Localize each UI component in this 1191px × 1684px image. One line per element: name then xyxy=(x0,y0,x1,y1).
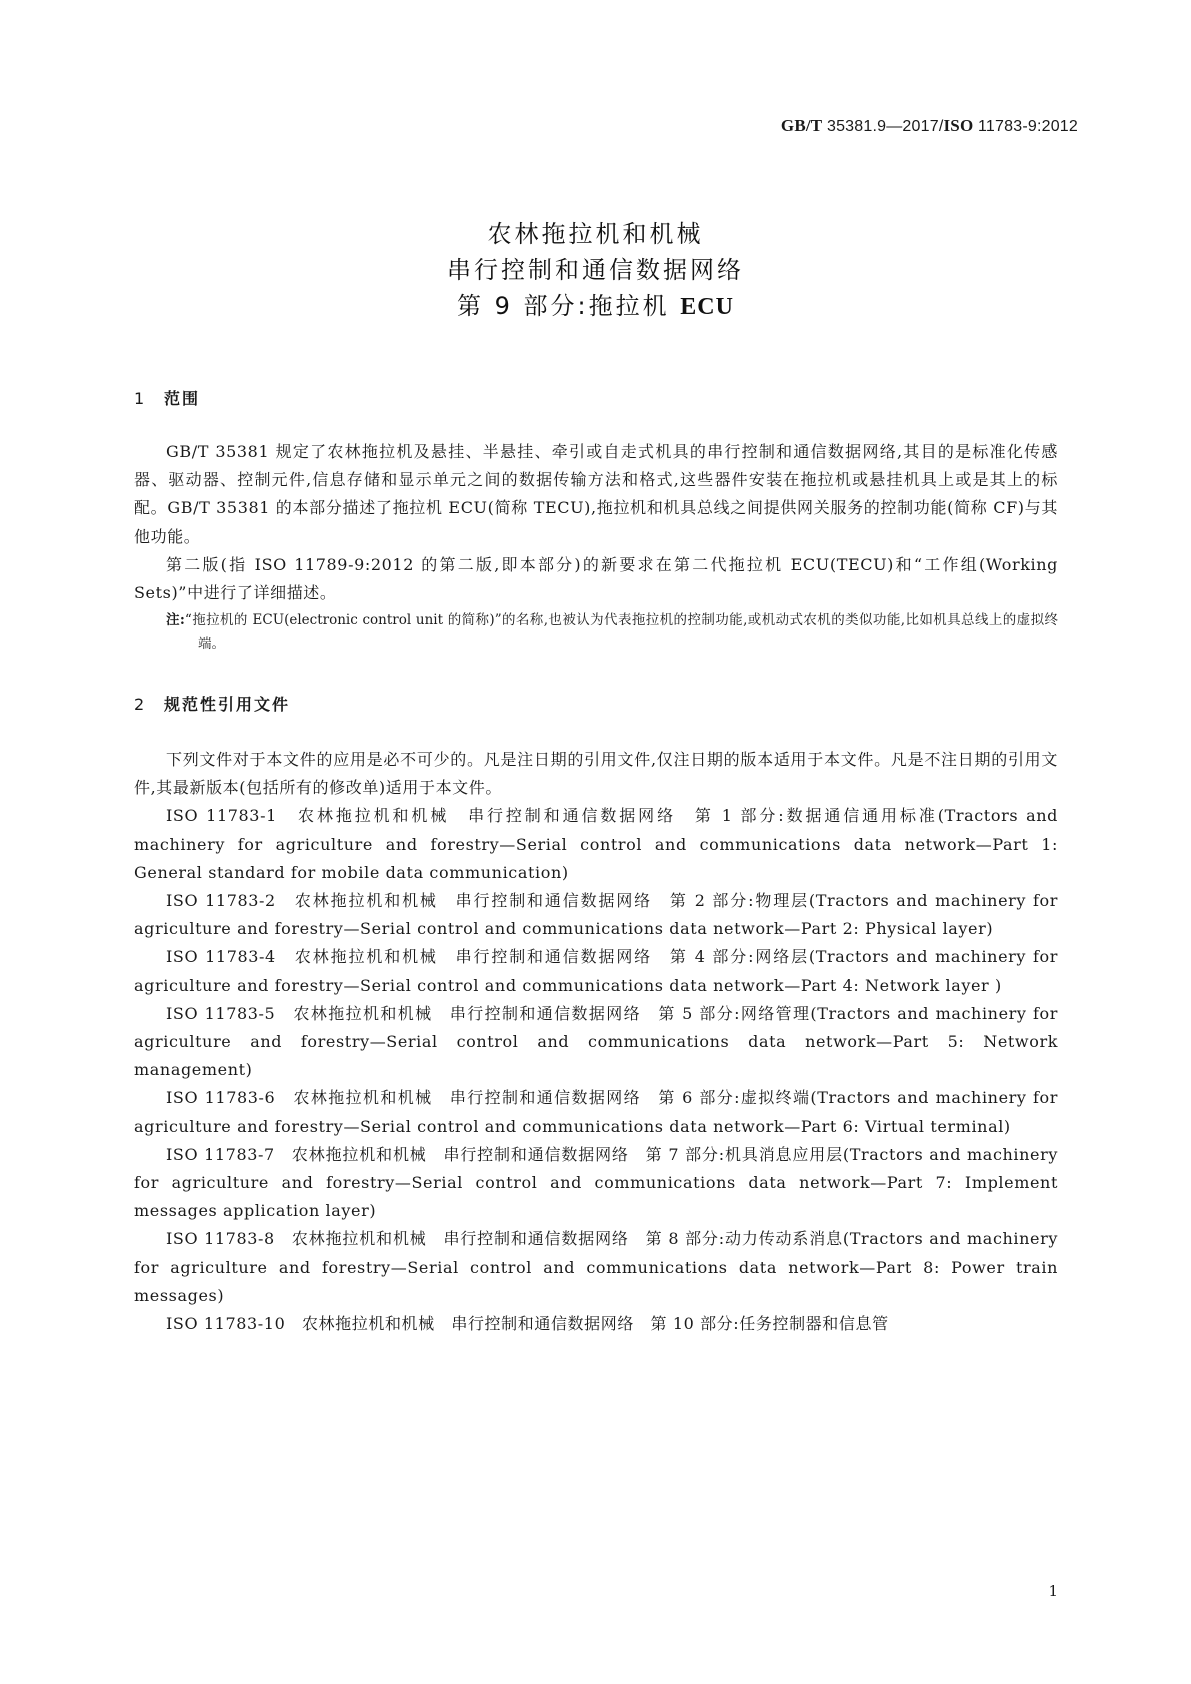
section-1-number: 1 xyxy=(134,389,147,408)
reference-item: ISO 11783-5 农林拖拉机和机械 串行控制和通信数据网络 第 5 部分:网络管理(Tractors and machinery for agriculture and forestry—Serial control and communications data network—Part 5: Network management) xyxy=(134,1003,1058,1080)
standard-code-header xyxy=(781,116,1078,136)
note-label: 注: xyxy=(166,612,185,628)
section-2-number: 2 xyxy=(134,695,147,714)
title-line-2: 串行控制和通信数据网络 xyxy=(447,256,744,284)
title-line-3 xyxy=(0,288,1191,325)
section-1-paragraph: 第二版(指 ISO 11789-9:2012 的第二版,即本部分)的新要求在第二代拖拉机 ECU(TECU)和“工作组(Working Sets)”中进行了详细描述。 xyxy=(134,554,1058,603)
section-2-body xyxy=(134,746,1058,1338)
title-line-3-ecu: ECU xyxy=(680,294,734,320)
document-title xyxy=(0,216,1191,325)
reference-item: ISO 11783-1 农林拖拉机和机械 串行控制和通信数据网络 第 1 部分:数据通信通用标准(Tractors and machinery for agriculture and forestry—Serial control and communications data network—Part 1: General standard for mobile data communication) xyxy=(134,806,1058,882)
section-1-note xyxy=(166,608,1058,656)
reference-item: ISO 11783-7 农林拖拉机和机械 串行控制和通信数据网络 第 7 部分:机具消息应用层(Tractors and machinery for agriculture and forestry—Serial control and communications data network—Part 7: Implement messages application layer) xyxy=(134,1144,1058,1221)
section-2-title: 规范性引用文件 xyxy=(164,695,291,714)
note-text: “拖拉机的 ECU(electronic control unit 的简称)”的名称,也被认为代表拖拉机的控制功能,或机动式农机的类似功能,比如机具总线上的虚拟终端。 xyxy=(184,612,1058,652)
section-1-heading xyxy=(134,386,200,409)
standard-code-prefix: GB/T xyxy=(780,116,823,135)
section-1-body xyxy=(134,438,1058,607)
reference-item: ISO 11783-8 农林拖拉机和机械 串行控制和通信数据网络 第 8 部分:动力传动系消息(Tractors and machinery for agriculture and forestry—Serial control and communications data network—Part 8: Power train messages) xyxy=(134,1229,1058,1305)
standard-code-main: 35381.9—2017/ xyxy=(822,118,944,135)
reference-item: ISO 11783-6 农林拖拉机和机械 串行控制和通信数据网络 第 6 部分:虚拟终端(Tractors and machinery for agriculture and forestry—Serial control and communications data network—Part 6: Virtual terminal) xyxy=(134,1088,1058,1136)
standard-code-suffix: 11783-9:2012 xyxy=(973,118,1078,135)
page-number: 1 xyxy=(1048,1582,1058,1600)
reference-item: ISO 11783-2 农林拖拉机和机械 串行控制和通信数据网络 第 2 部分:物理层(Tractors and machinery for agriculture and forestry—Serial control and communications data network—Part 2: Physical layer) xyxy=(134,891,1058,939)
reference-item: ISO 11783-4 农林拖拉机和机械 串行控制和通信数据网络 第 4 部分:网络层(Tractors and machinery for agriculture and forestry—Serial control and communications data network—Part 4: Network layer ) xyxy=(134,947,1058,995)
section-2-heading xyxy=(134,692,290,715)
title-line-1: 农林拖拉机和机械 xyxy=(487,220,704,248)
section-2-intro: 下列文件对于本文件的应用是必不可少的。凡是注日期的引用文件,仅注日期的版本适用于本文件。凡是不注日期的引用文件,其最新版本(包括所有的修改单)适用于本文件。 xyxy=(134,750,1058,798)
section-1-title: 范围 xyxy=(164,389,201,408)
section-1-paragraph: GB/T 35381 规定了农林拖拉机及悬挂、半悬挂、牵引或自走式机具的串行控制和通信数据网络,其目的是标准化传感器、驱动器、控制元件,信息存储和显示单元之间的数据传输方法和格式,这些器件安装在拖拉机或悬挂机具上或是其上的标配。GB/T 35381 的本部分描述了拖拉机 ECU(简称 TECU),拖拉机和机具总线之间提供网关服务的控制功能(简称 CF)与其他功能。 xyxy=(134,442,1058,546)
title-line-3-prefix: 第 9 部分:拖拉机 xyxy=(457,292,681,320)
standard-code-iso: ISO xyxy=(943,116,974,135)
reference-item: ISO 11783-10 农林拖拉机和机械 串行控制和通信数据网络 第 10 部分:任务控制器和信息管 xyxy=(166,1314,889,1334)
